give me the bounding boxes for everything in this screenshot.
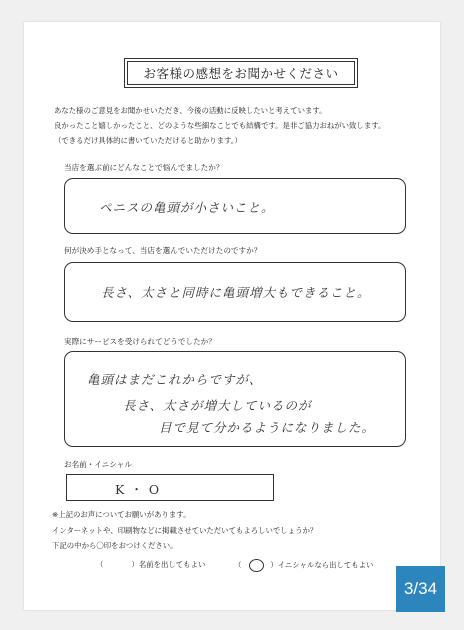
notes-line: 下記の中から〇印をおつけください。 bbox=[52, 541, 178, 550]
answer-box-3 bbox=[64, 351, 406, 447]
name-value: K・O bbox=[115, 482, 166, 497]
option-initial-ok[interactable] bbox=[234, 559, 373, 572]
answer-3-line: 亀頭はまだこれからですが、 bbox=[87, 372, 263, 387]
answer-3-line: 目で見て分かるようになりました。 bbox=[159, 420, 376, 435]
form-title: お客様の感想をお聞かせください bbox=[127, 61, 355, 85]
question-3-label: 実際にサービスを受けられてどうでしたか？ bbox=[64, 337, 216, 346]
answer-box-2 bbox=[64, 262, 406, 322]
option-bracket: （ bbox=[234, 560, 242, 570]
option-bracket: （ bbox=[96, 560, 104, 569]
option-bracket: ） bbox=[131, 560, 139, 569]
name-box bbox=[66, 474, 274, 501]
notes-line: ※上記のお声についてお願いがあります。 bbox=[52, 510, 191, 519]
notes-text bbox=[52, 507, 317, 554]
answer-1-text: ペニスの亀頭が小さいこと。 bbox=[99, 200, 275, 215]
answer-box-1 bbox=[64, 178, 406, 234]
question-2-label: 何が決め手となって、当店を選んでいただけたのですか？ bbox=[64, 246, 262, 255]
option-name-ok[interactable] bbox=[96, 559, 205, 570]
intro-line: 良かったこと嬉しかったこと、どのような些細なことでも結構です。是非ご協力おねがい致します。 bbox=[54, 121, 386, 130]
intro-line: （できるだけ具体的に書いていただけると助かります。） bbox=[54, 136, 242, 145]
option-bracket: ） bbox=[270, 560, 278, 570]
page-counter-badge: 3/34 bbox=[396, 566, 445, 612]
selected-circle-mark bbox=[249, 559, 264, 572]
option-label: イニシャルなら出してもよい bbox=[277, 560, 374, 570]
title-frame bbox=[124, 58, 358, 88]
answer-2-text: 長さ、太さと同時に亀頭増大もできること。 bbox=[101, 285, 371, 300]
answer-3-line: 長さ、太さが増大しているのが bbox=[123, 398, 312, 413]
name-label: お名前・イニシャル bbox=[64, 460, 132, 469]
intro-line: あなた様のご意見をお聞かせいただき、今後の活動に反映したいと考えています。 bbox=[54, 106, 327, 115]
intro-text bbox=[54, 103, 385, 148]
question-1-label: 当店を選ぶ前にどんなことで悩んでましたか？ bbox=[64, 163, 224, 172]
notes-line: インターネットや、印刷物などに掲載させていただいてもよろしいでしょうか？ bbox=[52, 525, 318, 535]
option-label: 名前を出してもよい bbox=[138, 560, 206, 569]
survey-sheet bbox=[24, 22, 440, 610]
